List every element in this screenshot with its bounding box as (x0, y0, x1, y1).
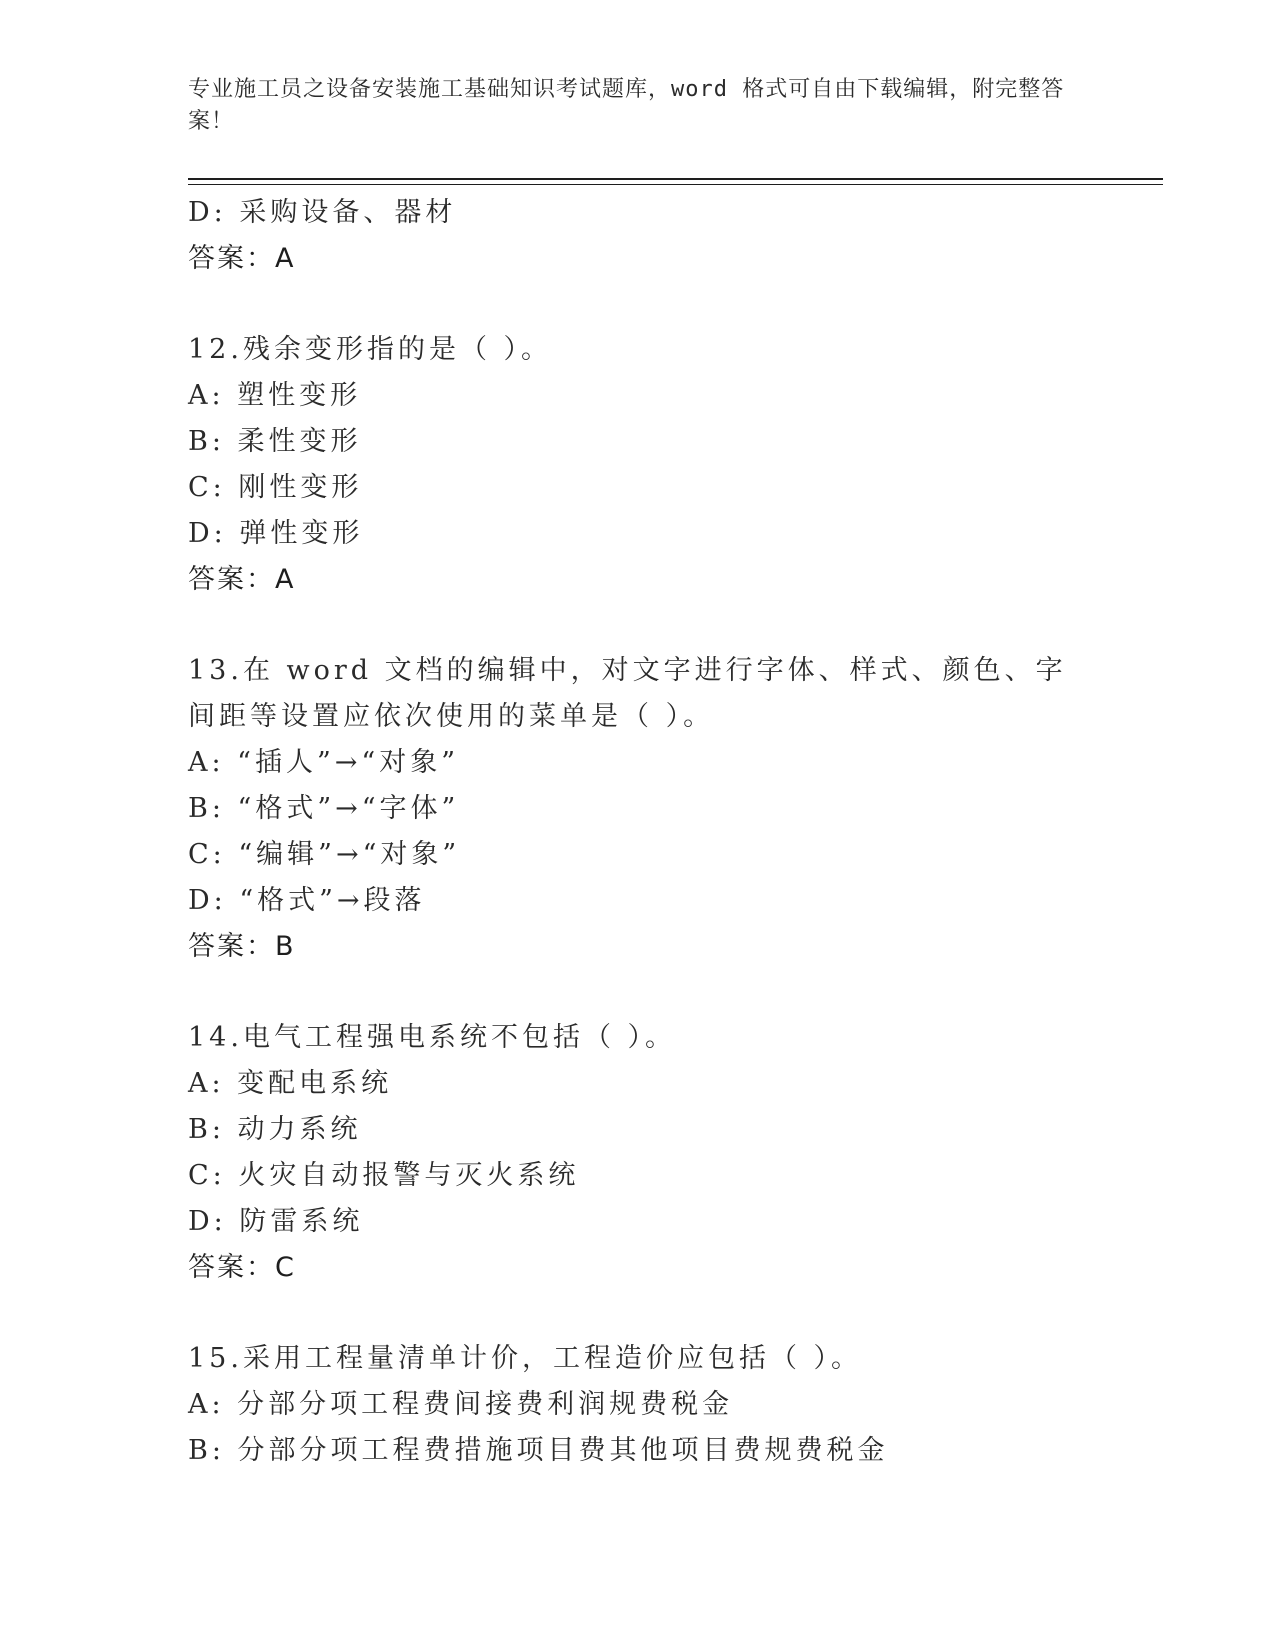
question-text: 13.在 word 文档的编辑中，对文字进行字体、样式、颜色、字间距等设置应依次使用的菜单是（ ）。 (188, 655, 1067, 732)
option-c: C: 火灾自动报警与灭火系统 (188, 1160, 580, 1191)
document-body (188, 190, 1148, 1474)
question-block-14 (188, 1015, 1148, 1291)
answer: 答案：C (188, 1252, 296, 1283)
option-d: D: “格式”→段落 (188, 885, 426, 916)
answer: 答案：A (188, 243, 296, 274)
option-d: D: 弹性变形 (188, 518, 364, 549)
question-block-12 (188, 327, 1148, 603)
question-text: 15.采用工程量清单计价，工程造价应包括（ ）。 (188, 1343, 863, 1374)
option-a: A: 塑性变形 (188, 380, 362, 411)
option-b: B: 动力系统 (188, 1114, 362, 1145)
document-header: 专业施工员之设备安装施工基础知识考试题库，word 格式可自由下载编辑，附完整答案！ (188, 77, 1065, 134)
option-c: C: 刚性变形 (188, 472, 363, 503)
question-block-13 (188, 648, 1148, 970)
option-b: B: 柔性变形 (188, 426, 362, 457)
option-a: A: “插人”→“对象” (188, 747, 460, 778)
question-block-11 (188, 190, 1148, 282)
header-divider-thin (188, 184, 1163, 185)
option-b: B: 分部分项工程费措施项目费其他项目费规费税金 (188, 1435, 889, 1466)
option-a: A: 变配电系统 (188, 1068, 393, 1099)
option-a: A: 分部分项工程费间接费利润规费税金 (188, 1389, 734, 1420)
option-c: C: “编辑”→“对象” (188, 839, 461, 870)
answer: 答案：B (188, 931, 296, 962)
option-d: D: 采购设备、器材 (188, 197, 457, 228)
option-b: B: “格式”→“字体” (188, 793, 460, 824)
header-divider (188, 178, 1163, 180)
answer: 答案：A (188, 564, 296, 595)
question-block-15 (188, 1336, 1148, 1474)
option-d: D: 防雷系统 (188, 1206, 364, 1237)
question-text: 14.电气工程强电系统不包括（ ）。 (188, 1022, 677, 1053)
question-text: 12.残余变形指的是（ ）。 (188, 334, 553, 365)
